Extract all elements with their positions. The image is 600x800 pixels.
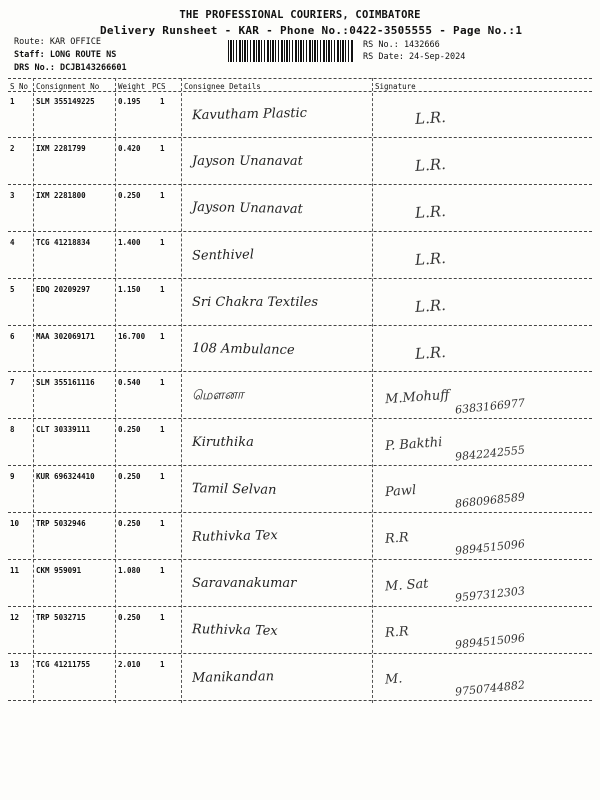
col-header-signature: Signature xyxy=(375,82,416,91)
route-label: Route: KAR OFFICE xyxy=(14,37,101,47)
row-pcs: 1 xyxy=(160,237,165,247)
row-separator xyxy=(8,371,592,372)
column-divider xyxy=(115,78,116,703)
row-consignee-handwritten: 108 Ambulance xyxy=(191,340,295,358)
column-divider xyxy=(33,78,34,703)
row-weight: 0.540 xyxy=(118,378,141,388)
row-sno: 6 xyxy=(10,331,15,341)
row-consignment-no: TRP 5032946 xyxy=(36,519,86,529)
row-signature: M. xyxy=(384,671,403,688)
row-separator xyxy=(8,653,592,654)
row-separator xyxy=(8,184,592,185)
col-header-pcs: PCS xyxy=(152,82,166,91)
row-weight: 0.250 xyxy=(118,425,141,435)
table-top-rule xyxy=(8,78,592,79)
row-separator xyxy=(8,559,592,560)
row-contact-phone: 6383166977 xyxy=(454,396,526,418)
rs-date: RS Date: 24-Sep-2024 xyxy=(363,52,466,62)
row-pcs: 1 xyxy=(160,659,165,669)
header-bottom-rule xyxy=(8,91,592,92)
col-header-consignee: Consignee Details xyxy=(184,82,261,91)
row-consignee-handwritten: Tamil Selvan xyxy=(191,481,277,499)
row-signature: L.R. xyxy=(414,201,447,222)
row-signature: R.R xyxy=(384,530,410,547)
column-divider xyxy=(181,78,182,703)
row-pcs: 1 xyxy=(160,97,165,106)
row-weight: 0.420 xyxy=(118,143,141,153)
company-title: THE PROFESSIONAL COURIERS, COIMBATORE xyxy=(179,9,421,21)
row-signature: L.R. xyxy=(414,154,447,175)
row-separator xyxy=(8,325,592,326)
row-sno: 4 xyxy=(10,237,15,247)
row-sno: 13 xyxy=(10,659,20,669)
row-consignee-handwritten: Jayson Unanavat xyxy=(192,153,303,169)
row-consignee-handwritten: Ruthivka Tex xyxy=(191,621,278,639)
row-separator xyxy=(8,700,592,701)
row-signature: L.R. xyxy=(414,107,447,129)
column-divider xyxy=(372,78,373,703)
row-consignment-no: EDQ 20209297 xyxy=(36,284,91,294)
row-consignment-no: CKM 959091 xyxy=(36,566,82,575)
row-consignee-handwritten: Jayson Unanavat xyxy=(191,199,303,217)
row-contact-phone: 9894515096 xyxy=(454,537,526,558)
row-separator xyxy=(8,512,592,513)
row-signature: Pawl xyxy=(384,483,417,501)
row-consignment-no: SLM 355149225 xyxy=(36,97,95,106)
row-sno: 1 xyxy=(10,97,15,106)
row-contact-phone: 9750744882 xyxy=(454,678,526,699)
row-consignment-no: CLT 30339111 xyxy=(36,425,91,435)
row-consignment-no: IXM 2281800 xyxy=(36,190,86,200)
row-consignee-handwritten: Ruthivka Tex xyxy=(191,528,278,545)
row-sno: 2 xyxy=(10,143,15,153)
row-sno: 12 xyxy=(10,612,20,622)
row-separator xyxy=(8,278,592,279)
row-weight: 1.150 xyxy=(118,284,141,294)
row-signature: P. Bakthi xyxy=(384,435,443,455)
row-weight: 0.250 xyxy=(118,519,141,529)
row-pcs: 1 xyxy=(160,612,165,622)
row-consignee-handwritten: Saravanakumar xyxy=(192,576,297,591)
row-consignment-no: KUR 696324410 xyxy=(36,472,95,482)
row-pcs: 1 xyxy=(160,425,165,435)
drs-number: DRS No.: DCJB143266601 xyxy=(14,63,127,73)
row-sno: 3 xyxy=(10,190,15,200)
row-weight: 16.700 xyxy=(118,331,146,341)
row-weight: 0.195 xyxy=(118,97,141,106)
staff-label: Staff: LONG ROUTE NS xyxy=(14,50,117,60)
row-signature: L.R. xyxy=(414,342,447,363)
row-signature: R.R xyxy=(384,624,410,641)
row-sno: 7 xyxy=(10,378,15,388)
row-weight: 2.010 xyxy=(118,659,141,669)
barcode-image xyxy=(228,40,354,62)
row-weight: 0.250 xyxy=(118,472,141,482)
row-consignment-no: SLM 355161116 xyxy=(36,378,95,388)
row-pcs: 1 xyxy=(160,284,165,294)
row-contact-phone: 9597312303 xyxy=(454,584,526,605)
row-signature: L.R. xyxy=(414,295,447,316)
row-consignment-no: TRP 5032715 xyxy=(36,612,86,622)
runsheet-subtitle: Delivery Runsheet - KAR - Phone No.:0422-3505555 - Page No.:1 xyxy=(100,24,523,37)
row-pcs: 1 xyxy=(160,472,165,482)
row-consignee-handwritten: Senthivel xyxy=(191,247,255,264)
row-sno: 8 xyxy=(10,425,15,435)
row-separator xyxy=(8,137,592,138)
row-consignee-handwritten: Kavutham Plastic xyxy=(191,105,308,124)
row-consignee-handwritten: Sri Chakra Textiles xyxy=(192,294,319,310)
row-pcs: 1 xyxy=(160,378,165,388)
row-consignee-handwritten: Manikandan xyxy=(191,668,275,686)
row-weight: 0.250 xyxy=(118,190,141,200)
row-sno: 11 xyxy=(10,566,20,575)
col-header-weight: Weight xyxy=(118,82,146,91)
row-weight: 1.080 xyxy=(118,566,141,575)
row-separator xyxy=(8,231,592,232)
row-pcs: 1 xyxy=(160,331,165,341)
row-consignment-no: MAA 302069171 xyxy=(36,331,95,341)
row-signature: M.Mohuff xyxy=(384,388,450,408)
col-header-consignment: Consignment No xyxy=(36,82,100,91)
row-sno: 9 xyxy=(10,472,15,482)
row-separator xyxy=(8,418,592,419)
row-separator xyxy=(8,606,592,607)
row-signature: L.R. xyxy=(414,248,447,269)
row-weight: 1.400 xyxy=(118,237,141,247)
row-signature: M. Sat xyxy=(384,576,429,595)
row-contact-phone: 9842242555 xyxy=(454,443,526,464)
row-consignee-handwritten: Kiruthika xyxy=(192,435,254,451)
row-sno: 10 xyxy=(10,519,20,529)
row-contact-phone: 8680968589 xyxy=(454,490,526,511)
row-pcs: 1 xyxy=(160,519,165,529)
row-pcs: 1 xyxy=(160,566,165,575)
row-consignee-handwritten: மௌனா xyxy=(191,387,244,404)
row-weight: 0.250 xyxy=(118,612,141,622)
row-consignment-no: TCG 41211755 xyxy=(36,659,91,669)
row-consignment-no: TCG 41218834 xyxy=(36,237,91,247)
row-separator xyxy=(8,465,592,466)
row-consignment-no: IXM 2281799 xyxy=(36,143,86,153)
rs-number: RS No.: 1432666 xyxy=(363,40,440,50)
col-header-sno: S No xyxy=(10,82,29,91)
row-pcs: 1 xyxy=(160,190,165,200)
row-pcs: 1 xyxy=(160,143,165,153)
row-sno: 5 xyxy=(10,284,15,294)
row-contact-phone: 9894515096 xyxy=(454,631,526,652)
